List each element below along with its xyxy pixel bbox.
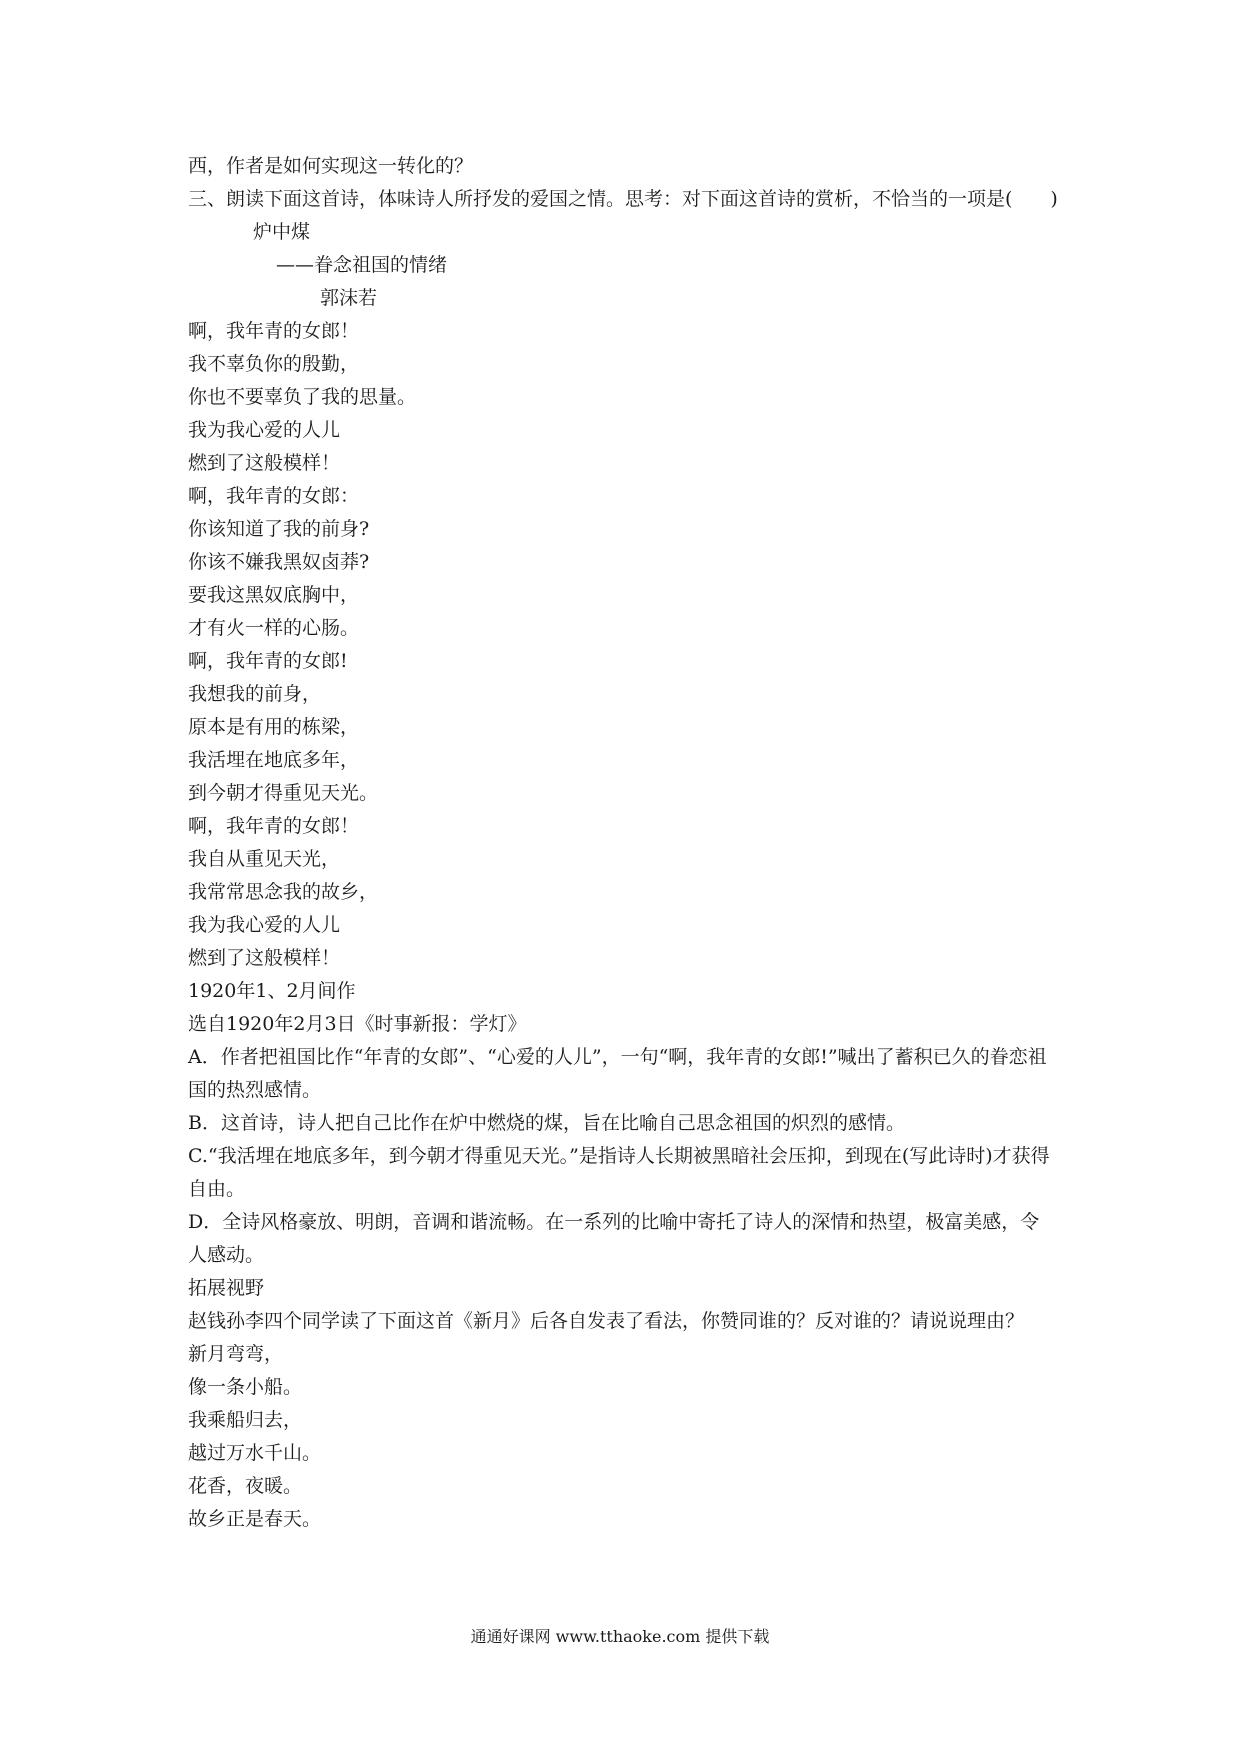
poem-title: 炉中煤 — [253, 221, 311, 243]
poem-line: 你也不要辜负了我的思量。 — [188, 386, 417, 408]
poem-line: 我为我心爱的人儿 — [188, 419, 341, 441]
poem2-line: 花香，夜暖。 — [188, 1475, 303, 1497]
page-footer: 通通好课网 www.tthaoke.com 提供下载 — [470, 1627, 770, 1646]
poem2-line: 越过万水千山。 — [188, 1442, 322, 1464]
poem-line: 啊，我年青的女郎！ — [188, 320, 360, 342]
poem-line: 你该不嫌我黑奴卤莽? — [188, 551, 370, 573]
poem-line: 我常常思念我的故乡， — [188, 881, 379, 903]
poem2-line: 新月弯弯， — [188, 1343, 284, 1365]
intro-line: 西，作者是如何实现这一转化的？ — [188, 155, 474, 177]
poem-line: 到今朝才得重见天光。 — [188, 782, 379, 804]
poem-line: 啊，我年青的女郎! — [188, 650, 348, 672]
poem-subtitle: ——眷念祖国的情绪 — [276, 254, 448, 276]
poem-date: 1920年1、2月间作 — [188, 980, 356, 1002]
poem-line: 要我这黑奴底胸中， — [188, 584, 360, 606]
poem-author: 郭沫若 — [320, 287, 378, 309]
poem-source: 选自1920年2月3日《时事新报：学灯》 — [188, 1013, 527, 1035]
poem-line: 啊，我年青的女郎！ — [188, 815, 360, 837]
poem-line: 我活埋在地底多年， — [188, 749, 360, 771]
question-3: 三、朗读下面这首诗，体味诗人所抒发的爱国之情。思考：对下面这首诗的赏析，不恰当的一项是( ) — [188, 188, 1058, 210]
extend-question: 赵钱孙李四个同学读了下面这首《新月》后各自发表了看法，你赞同谁的？反对谁的？请说说理由？ — [188, 1310, 1025, 1332]
poem-line: 原本是有用的栋梁， — [188, 716, 360, 738]
poem-line: 我想我的前身， — [188, 683, 322, 705]
poem2-line: 像一条小船。 — [188, 1376, 303, 1398]
poem2-line: 故乡正是春天。 — [188, 1508, 322, 1530]
poem-line: 我自从重见天光， — [188, 848, 341, 870]
section-heading: 拓展视野 — [188, 1277, 265, 1299]
poem2-line: 我乘船归去， — [188, 1409, 303, 1431]
poem-line: 你该知道了我的前身? — [188, 518, 370, 540]
poem-line: 燃到了这般模样！ — [188, 452, 341, 474]
poem-line: 才有火一样的心肠。 — [188, 617, 360, 639]
option-c: C.“我活埋在地底多年，到今朝才得重见天光。”是指诗人长期被黑暗社会压抑，到现在(写此诗时)才获得自由。 — [188, 1145, 1050, 1200]
poem-line: 啊，我年青的女郎： — [188, 485, 360, 507]
document-body — [188, 150, 1058, 1536]
poem-line: 燃到了这般模样！ — [188, 947, 341, 969]
poem-line: 我不辜负你的殷勤， — [188, 353, 360, 375]
option-b: B．这首诗，诗人把自己比作在炉中燃烧的煤，旨在比喻自己思念祖国的炽烈的感情。 — [188, 1112, 905, 1134]
option-a: A．作者把祖国比作“年青的女郎”、“心爱的人儿”，一句“啊，我年青的女郎!”喊出了蓄积已久的眷恋祖国的热烈感情。 — [188, 1046, 1047, 1101]
option-d: D．全诗风格豪放、明朗，音调和谐流畅。在一系列的比喻中寄托了诗人的深情和热望，极富美感，令人感动。 — [188, 1211, 1040, 1266]
poem-line: 我为我心爱的人儿 — [188, 914, 341, 936]
